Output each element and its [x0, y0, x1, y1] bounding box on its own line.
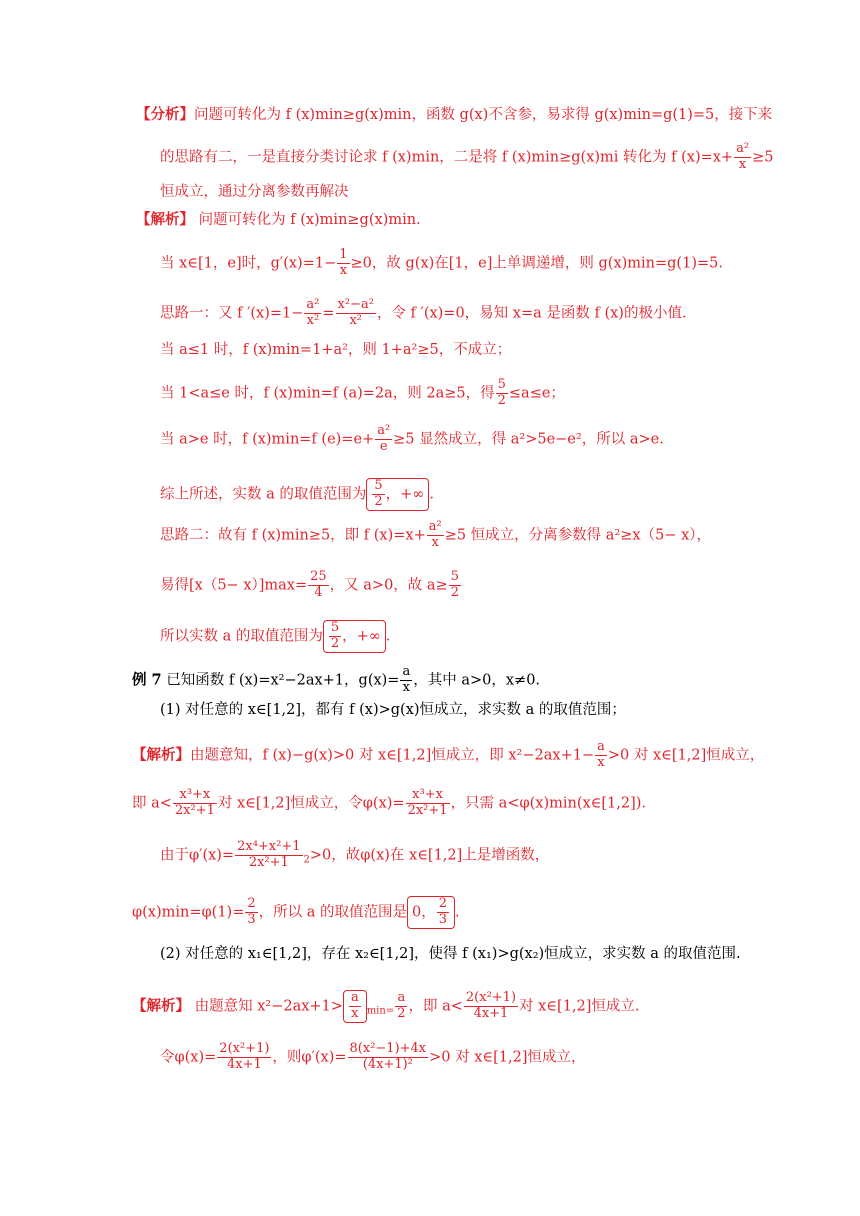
analysis-tag: 【分析】 [136, 106, 194, 123]
solution-line-6: 当 a>e 时，f (x)min=f (e)=e+ $\frac{\text{a²}}{e}$ ≥5 显然成立，得 a²>5e−e²，所以 a>e. [160, 423, 664, 454]
solution-tag: 【解析】 [136, 211, 194, 228]
example-7-title: 例 7 已知函数 f (x)=x²−2ax+1，g(x)= $\frac{a}{x}$ ，其中 a>0，x≠0. [132, 664, 541, 695]
question-2: (2) 对任意的 x₁∈[1,2]，存在 x₂∈[1,2]，使得 f (x₁)>g(x₂)恒成立，求实数 a 的取值范围. [160, 946, 741, 962]
q1-solution-line-2: 即 a< $\frac{\text{x³+x}}{\text{2x²+1}}$ 对 x∈[1,2]恒成立，令φ(x)= $\frac{\text{x³+x}}{\text{2x²+1}}$ ，只需 a<φ(x)min(x∈[1,2]). [132, 787, 647, 818]
solution-line-7: 综上所述，实数 a 的取值范围为 $\frac{5}{2}$ ，+∞ . [160, 478, 434, 509]
fraction: $\frac{\text{a²}}{x}$ [736, 141, 750, 172]
question-1: (1) 对任意的 x∈[1,2]，都有 f (x)>g(x)恒成立，求实数 a 的取值范围； [160, 702, 626, 718]
solution-line-8: 思路二：故有 f (x)min≥5，即 f (x)=x+ $\frac{\text{a²}}{x}$ ≥5 恒成立，分离参数得 a²≥x（5− x）， [160, 519, 711, 550]
solution-line-1: 【解析】 问题可转化为 f (x)min≥g(x)min. [136, 211, 421, 228]
q1-solution-line-4: φ(x)min=φ(1)= $\frac{2}{3}$ ，所以 a 的取值范围是 0， $\frac{2}{3}$ . [132, 896, 460, 927]
q2-solution-line-1: 【解析】 由题意知 x²−2ax+1> $\frac{a}{x}$ $_{min=}$ $\frac{a}{2}$ ，即 a< $\frac{\text{2(x²+1)}}{4x+1}$ 对 x∈[1,2]恒成立. [132, 990, 640, 1021]
solution-line-2: 当 x∈[1，e]时，g′(x)=1− $\frac{1}{x}$ ≥0，故 g(x)在[1，e]上单调递增，则 g(x)min=g(1)=5. [160, 247, 723, 278]
q1-solution-line-1: 【解析】由题意知，f (x)−g(x)>0 对 x∈[1,2]恒成立，即 x²−2ax+1− $\frac{a}{x}$ >0 对 x∈[1,2]恒成立， [132, 739, 765, 770]
solution-line-10: 所以实数 a 的取值范围为 $\frac{5}{2}$ ，+∞ . [160, 620, 391, 651]
solution-line-9: 易得[x（5− x）]max= $\frac{25}{4}$ ，又 a>0，故 a≥ $\frac{5}{2}$ [160, 569, 459, 600]
analysis-line-2: 的思路有二，一是直接分类讨论求 f (x)min，二是将 f (x)min≥g(x)mi 转化为 f (x)=x+ $\frac{\text{a²}}{x}$ ≥5 [160, 141, 774, 172]
analysis-line-1: 【分析】问题可转化为 f (x)min≥g(x)min，函数 g(x)不含参，易求得 g(x)min=g(1)=5，接下来 [136, 106, 773, 123]
analysis-line-3: 恒成立，通过分离参数再解决 [160, 184, 349, 200]
solution-line-3: 思路一：又 f ′(x)=1− $\frac{\text{a²}}{\text{x²}}$ = $\frac{\text{x²−a²}}{\text{x²}}$ ，令 f ′(x)=0，易知 x=a 是函数 f (x)的极小值. [160, 297, 687, 328]
solution-line-5: 当 1<a≤e 时，f (x)min=f (a)=2a，则 2a≥5，得 $\frac{5}{2}$ ≤a≤e； [160, 377, 565, 408]
q1-solution-line-3: 由于φ′(x)= $\frac{\text{2x⁴+x²+1}}{\text{2x²+1}}$ $_2$>0，故φ(x)在 x∈[1,2]上是增函数， [160, 839, 550, 870]
solution-line-4: 当 a≤1 时，f (x)min=1+a²，则 1+a²≥5，不成立； [160, 342, 512, 358]
q2-solution-line-2: 令φ(x)= $\frac{\text{2(x²+1)}}{4x+1}$ ，则φ′(x)= $\frac{\text{8(x²−1)+4x}}{\text{(4x+1)²}}$ >0 对 x∈[1,2]恒成立， [160, 1041, 586, 1072]
